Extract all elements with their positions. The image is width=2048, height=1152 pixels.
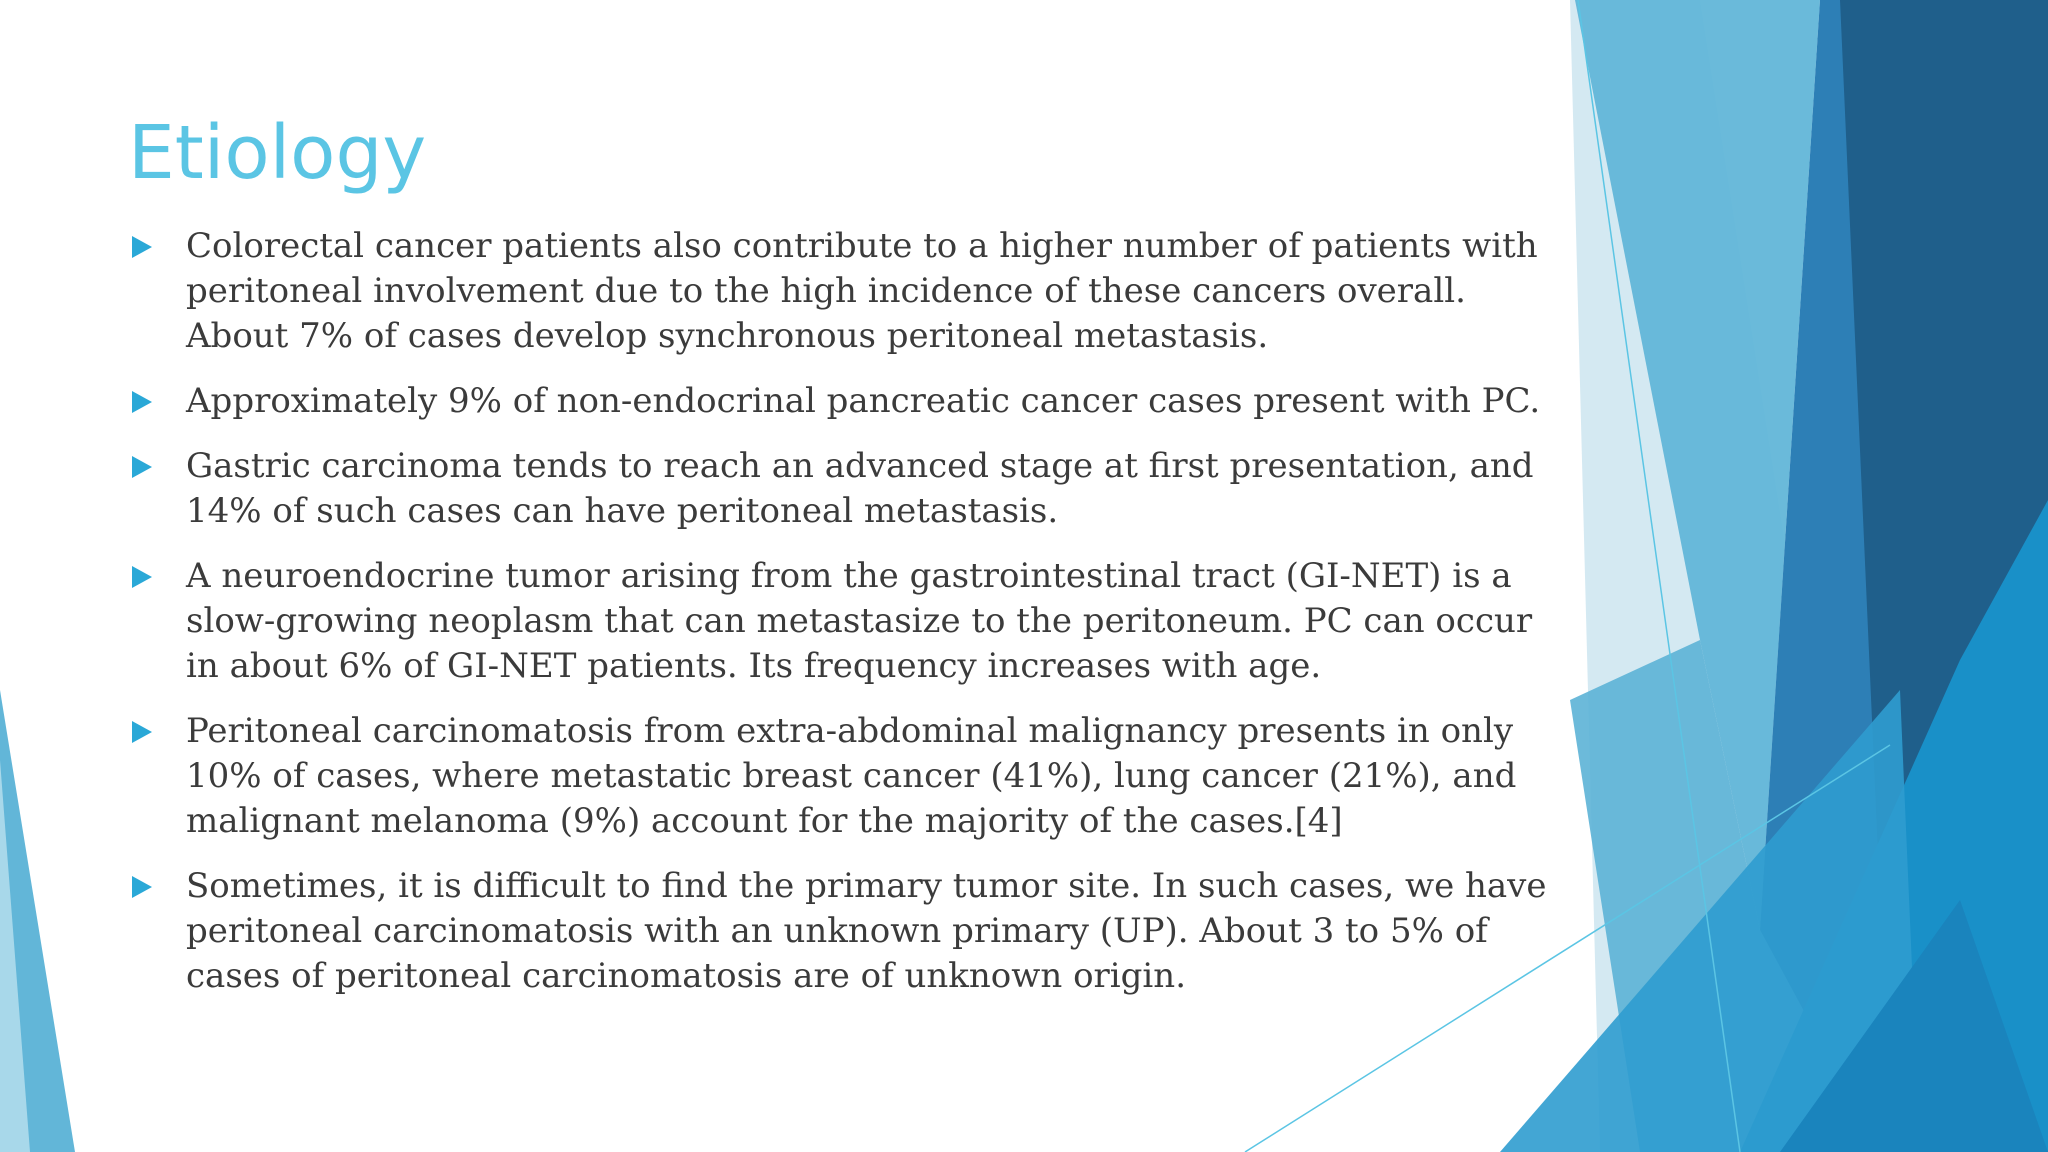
slide-title: Etiology xyxy=(128,110,427,196)
bullet-item xyxy=(128,224,1548,359)
bullet-item xyxy=(128,554,1548,689)
bullet-text: Colorectal cancer patients also contribute to a higher number of patients with peritoneal involvement due to the high incidence of these cancers overall. About 7% of cases develop synchronous peritoneal metastasis. xyxy=(186,226,1538,356)
bullet-text: Sometimes, it is difficult to find the primary tumor site. In such cases, we have peritoneal carcinomatosis with an unknown primary (UP). About 3 to 5% of cases of peritoneal carcinomatosis are of unknown origin. xyxy=(186,866,1547,996)
bullet-text: A neuroendocrine tumor arising from the gastrointestinal tract (GI-NET) is a slow-growing neoplasm that can metastasize to the peritoneum. PC can occur in about 6% of GI-NET patients. Its frequency increases with age. xyxy=(186,556,1533,686)
bullet-item xyxy=(128,379,1548,424)
bullet-list xyxy=(128,224,1548,1019)
bullet-text: Peritoneal carcinomatosis from extra-abdominal malignancy presents in only 10% of cases, where metastatic breast cancer (41%), lung cancer (21%), and malignant melanoma (9%) account for the majority of the cases.[4] xyxy=(186,711,1517,841)
triangle-bullet-icon xyxy=(132,566,152,588)
triangle-bullet-icon xyxy=(132,876,152,898)
triangle-bullet-icon xyxy=(132,721,152,743)
bullet-item xyxy=(128,444,1548,534)
triangle-bullet-icon xyxy=(132,236,152,258)
triangle-bullet-icon xyxy=(132,391,152,413)
bullet-text: Approximately 9% of non-endocrinal pancreatic cancer cases present with PC. xyxy=(186,381,1541,421)
triangle-bullet-icon xyxy=(132,456,152,478)
bullet-item xyxy=(128,709,1548,844)
bullet-text: Gastric carcinoma tends to reach an advanced stage at first presentation, and 14% of such cases can have peritoneal metastasis. xyxy=(186,446,1534,531)
bullet-item xyxy=(128,864,1548,999)
